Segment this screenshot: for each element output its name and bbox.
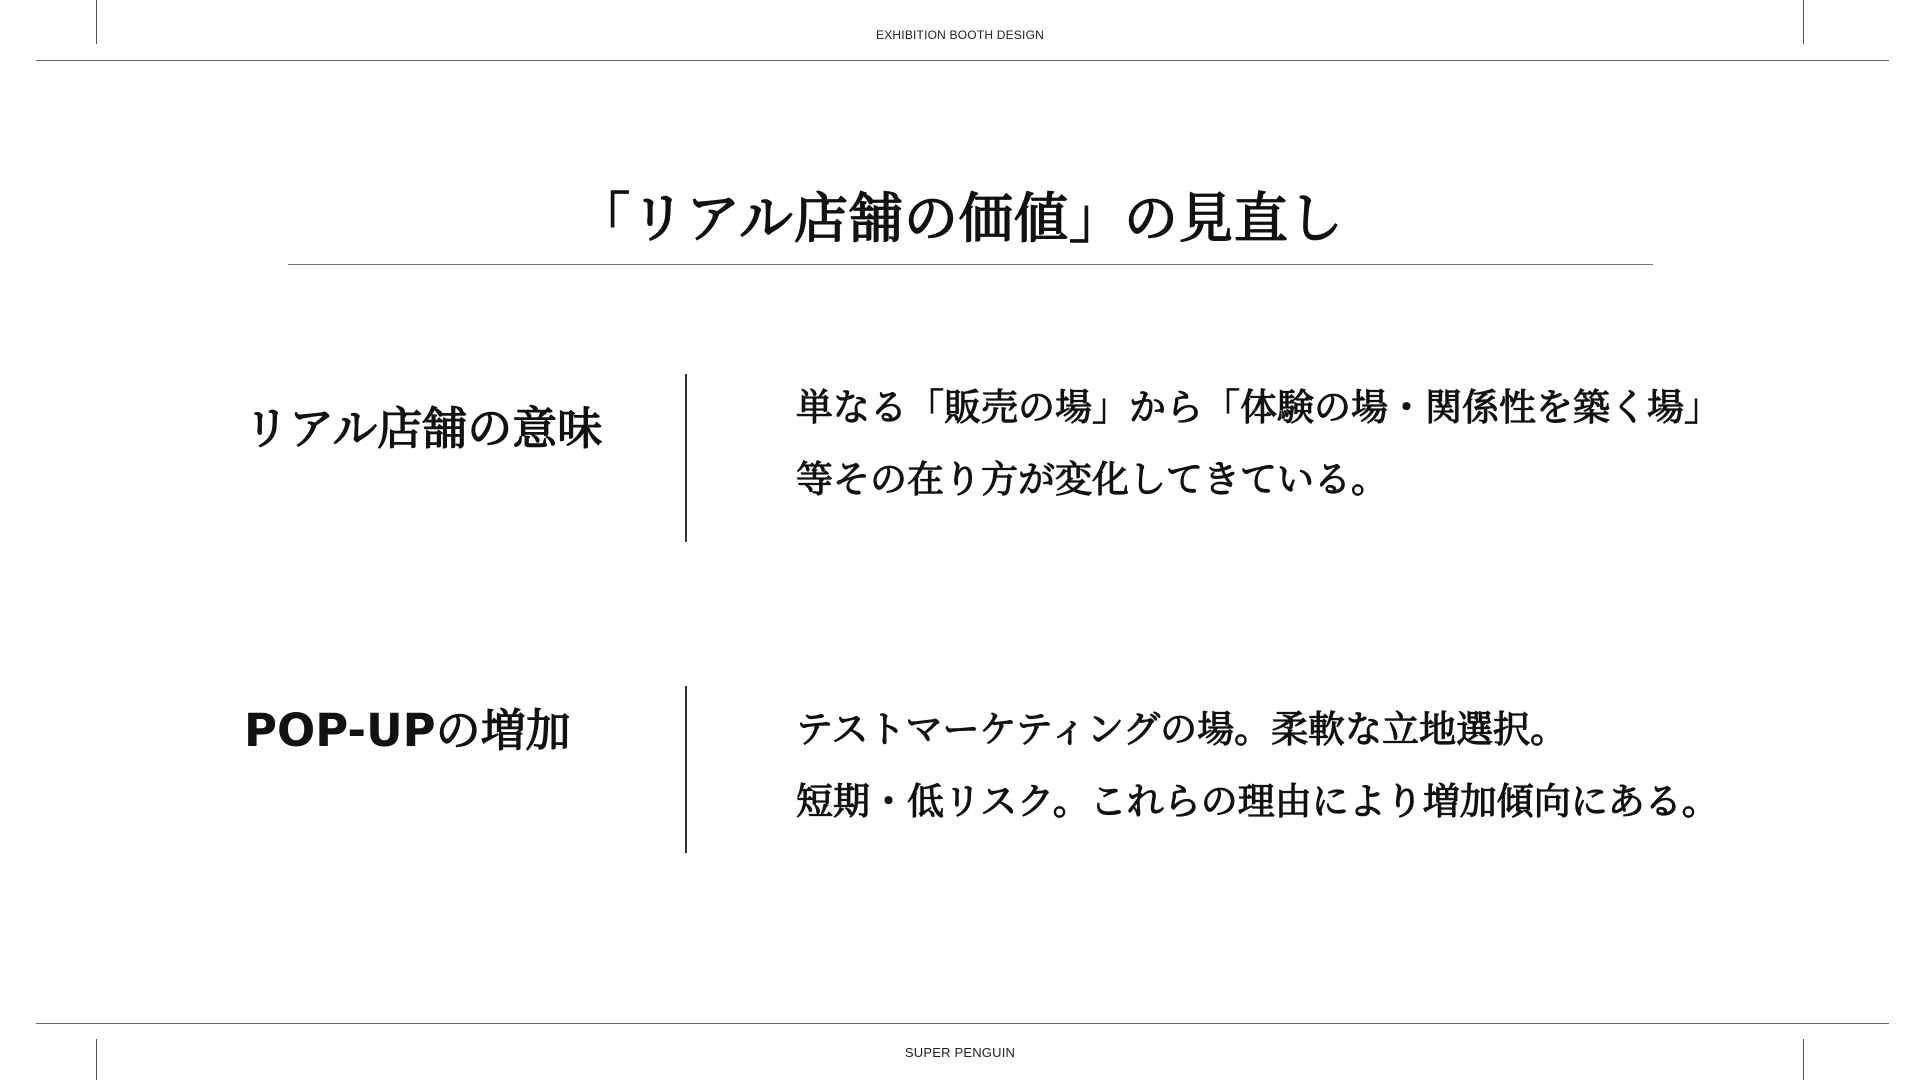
page-title: 「リアル店舗の価値」の見直し (576, 187, 1344, 250)
footer-rule (36, 1023, 1889, 1024)
section-description-line: テストマーケティングの場。柔軟な立地選択。 (796, 708, 1568, 751)
section-description-line: 等その在り方が変化してきている。 (796, 458, 1388, 501)
footer-label: SUPER PENGUIN (904, 1045, 1016, 1060)
section-divider-1 (685, 374, 687, 542)
section-description-real-store (796, 372, 1721, 516)
section-description-line: 短期・低リスク。これらの理由により増加傾向にある。 (796, 780, 1719, 823)
header-rule (36, 60, 1889, 61)
section-description-popup (796, 694, 1719, 838)
header-label: EXHIBITION BOOTH DESIGN (876, 28, 1044, 42)
section-label-real-store: リアル店舗の意味 (244, 402, 603, 455)
title-underline (288, 264, 1653, 265)
section-description-line: 単なる「販売の場」から「体験の場・関係性を築く場」 (796, 386, 1721, 429)
section-label-popup: POP-UPの増加 (244, 704, 571, 757)
section-divider-2 (685, 686, 687, 853)
